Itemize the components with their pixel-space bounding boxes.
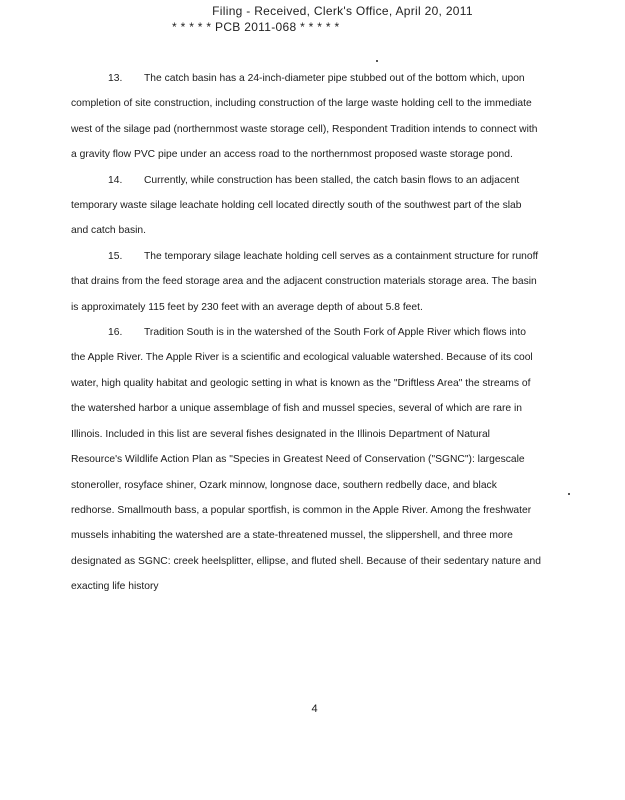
paragraph-15 (71, 244, 541, 320)
paragraph-13 (71, 66, 541, 168)
pcb-case-number: * * * * * PCB 2011-068 * * * * * (172, 20, 340, 34)
document-body (71, 66, 541, 600)
paragraph-16 (71, 320, 541, 599)
paragraph-14 (71, 168, 541, 244)
paragraph-number: 14. (108, 174, 123, 186)
filing-stamp: Filing - Received, Clerk's Office, April 20, 2011 (212, 4, 473, 18)
paragraph-text: Currently, while construction has been stalled, the catch basin flows to an adjacent temporary waste silage leachate holding cell located directly south of the southwest part of the slab and catch basin. (71, 174, 522, 237)
paragraph-number: 15. (108, 250, 123, 262)
paragraph-text: The catch basin has a 24-inch-diameter pipe stubbed out of the bottom which, upon completion of site construction, including construction of the large waste holding cell to the immediate west of the silage pad (northernmost waste storage cell), Respondent Tradition intends to connect with a gravity flow PVC pipe under an access road to the northernmost proposed waste storage pond. (71, 73, 538, 161)
paragraph-number: 13. (108, 73, 123, 84)
page-number: 4 (311, 703, 318, 715)
scan-speck (568, 493, 570, 495)
scan-speck (376, 60, 378, 62)
paragraph-text: Tradition South is in the watershed of the South Fork of Apple River which flows into the Apple River. The Apple River is a scientific and ecological valuable watershed. Because of its cool water, high quality habitat and geologic setting in what is known as the "Driftless Area" the streams of the watershed harbor a unique assemblage of fish and mussel species, several of which are rare in Illinois. Included in this list are several fishes designated in the Illinois Department of Natural Resource's Wildlife Action Plan as "Species in Greatest Need of Conservation ("SGNC"): largescale stoneroller, rosyface shiner, Ozark minnow, longnose dace, southern redbelly dace, and black redhorse. Smallmouth bass, a popular sportfish, is common in the Apple River. Among the freshwater mussels inhabiting the watershed are a state-threatened mussel, the slippershell, and three more designated as SGNC: creek heelsplitter, ellipse, and fluted shell. Because of their sedentary nature and exacting life history (71, 327, 541, 593)
paragraph-number: 16. (108, 327, 123, 339)
paragraph-text: The temporary silage leachate holding cell serves as a containment structure for runoff that drains from the feed storage area and the adjacent construction materials storage area. The basin is approximately 115 feet by 230 feet with an average depth of about 5.8 feet. (71, 250, 539, 313)
